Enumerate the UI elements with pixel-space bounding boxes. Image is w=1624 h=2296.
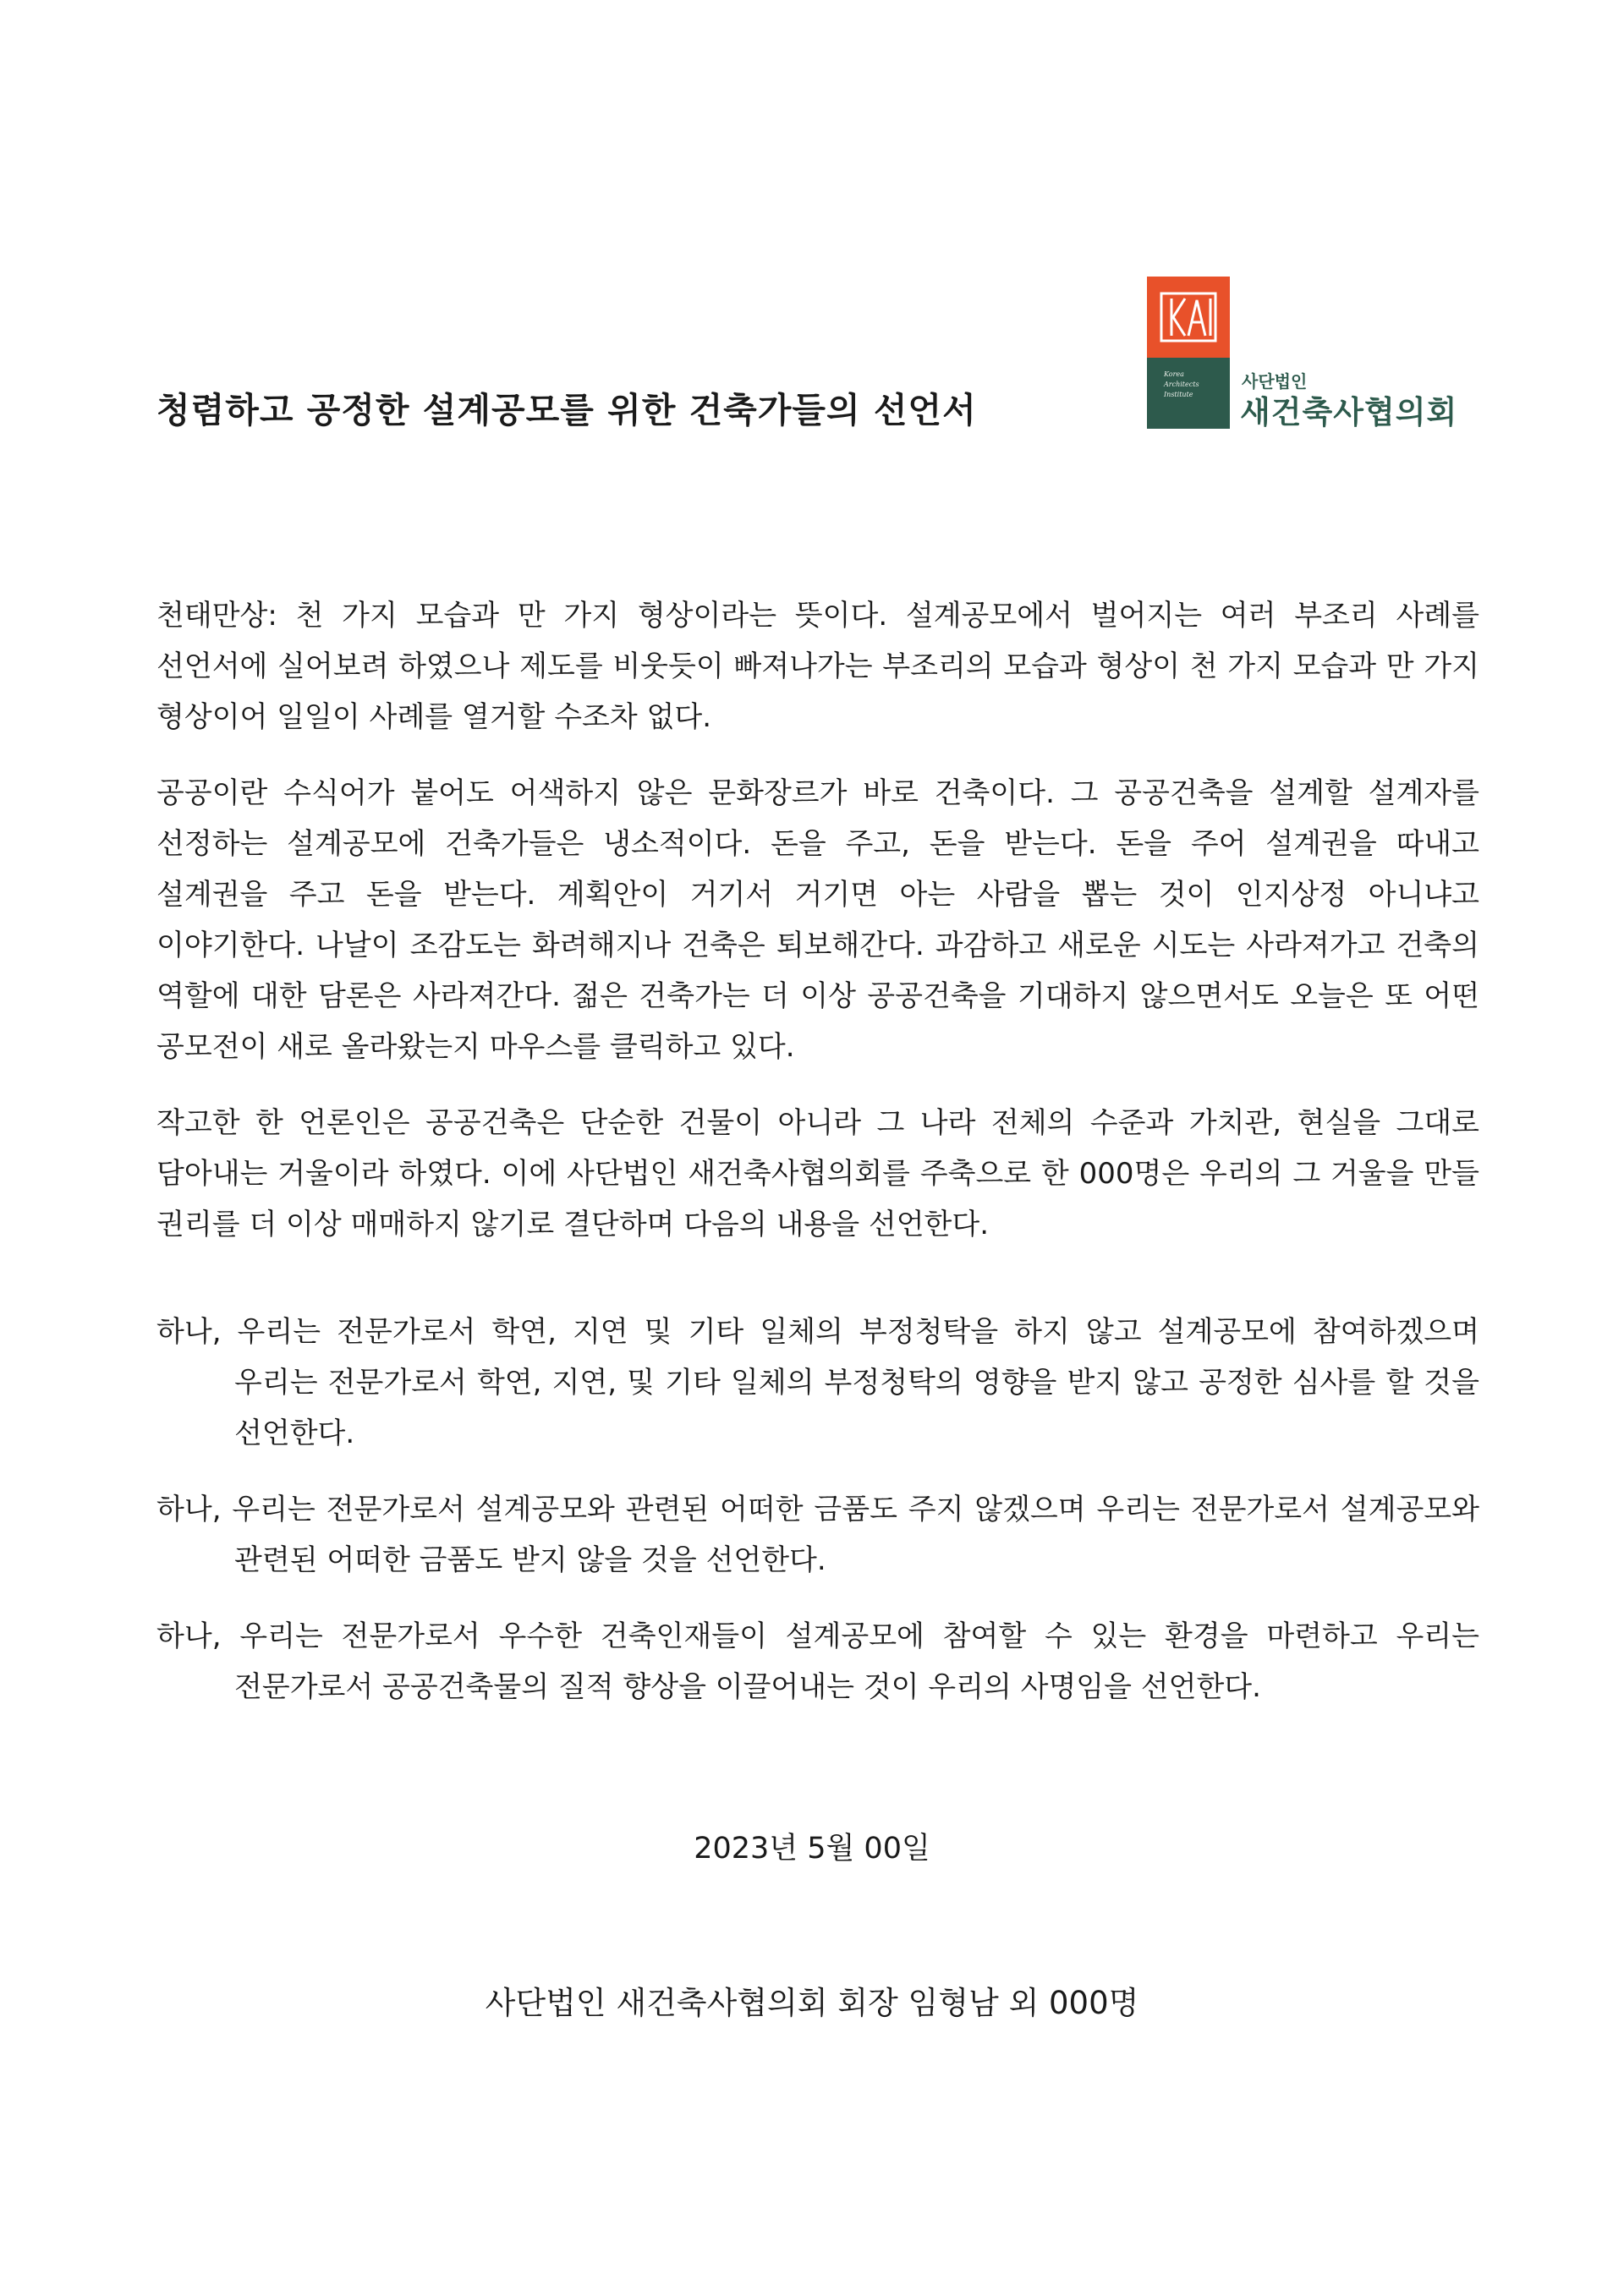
document-date: 2023년 5월 00일 (694, 1832, 930, 1866)
logo-english-name: Korea Architects Institute (1147, 358, 1230, 429)
paragraph-intro: 천태만상: 천 가지 모습과 만 가지 형상이라는 뜻이다. 설계공모에서 벌어지는 여러 부조리 사례를 선언서에 실어보려 하였으나 제도를 비웃듯이 빠져나가는 부조리의 모습과 형상이 천 가지 모습과 만 가지 형상이어 일일이 사례를 열거할 수조차 없다. (156, 599, 1479, 734)
declaration-item: 하나, 우리는 전문가로서 우수한 건축인재들이 설계공모에 참여할 수 있는 환경을 마련하고 우리는 전문가로서 공공건축물의 질적 향상을 이끌어내는 것이 우리의 사명임을 선언한다. (156, 1619, 1479, 1704)
logo-org-name: 새건축사협의회 (1240, 394, 1458, 430)
logo-mark-icon (1147, 277, 1230, 358)
declaration-item: 하나, 우리는 전문가로서 학연, 지연 및 기타 일체의 부정청탁을 하지 않고 설계공모에 참여하겠으며 우리는 전문가로서 학연, 지연, 및 기타 일체의 부정청탁의 영향을 받지 않고 공정한 심사를 할 것을 선언한다. (156, 1315, 1479, 1450)
logo-emblem (1147, 277, 1230, 429)
logo-org-prefix: 사단법인 (1242, 371, 1308, 392)
document-title: 청렴하고 공정한 설계공모를 위한 건축가들의 선언서 (156, 390, 977, 430)
declaration-item: 하나, 우리는 전문가로서 설계공모와 관련된 어떠한 금품도 주지 않겠으며 우리는 전문가로서 설계공모와 관련된 어떠한 금품도 받지 않을 것을 선언한다. (156, 1493, 1479, 1577)
paragraph-context: 공공이란 수식어가 붙어도 어색하지 않은 문화장르가 바로 건축이다. 그 공공건축을 설계할 설계자를 선정하는 설계공모에 건축가들은 냉소적이다. 돈을 주고, 돈을 받는다. 돈을 주어 설계권을 따내고 설계권을 주고 돈을 받는다. 계획안이 거기서 거기면 아는 사람을 뽑는 것이 인지상정 아니냐고 이야기한다. 나날이 조감도는 화려해지나 건축은 퇴보해간다. 과감하고 새로운 시도는 사라져가고 건축의 역할에 대한 담론은 사라져간다. 젊은 건축가는 더 이상 공공건축을 기대하지 않으면서도 오늘은 또 어떤 공모전이 새로 올라왔는지 마우스를 클릭하고 있다. (156, 776, 1479, 1064)
paragraph-resolution: 작고한 한 언론인은 공공건축은 단순한 건물이 아니라 그 나라 전체의 수준과 가치관, 현실을 그대로 담아내는 거울이라 하였다. 이에 사단법인 새건축사협의회를 주축으로 한 000명은 우리의 그 거울을 만들 권리를 더 이상 매매하지 않기로 결단하며 다음의 내용을 선언한다. (156, 1106, 1479, 1241)
document-signature: 사단법인 새건축사협의회 회장 임형남 외 000명 (485, 1985, 1139, 2021)
organization-logo (1147, 277, 1468, 429)
